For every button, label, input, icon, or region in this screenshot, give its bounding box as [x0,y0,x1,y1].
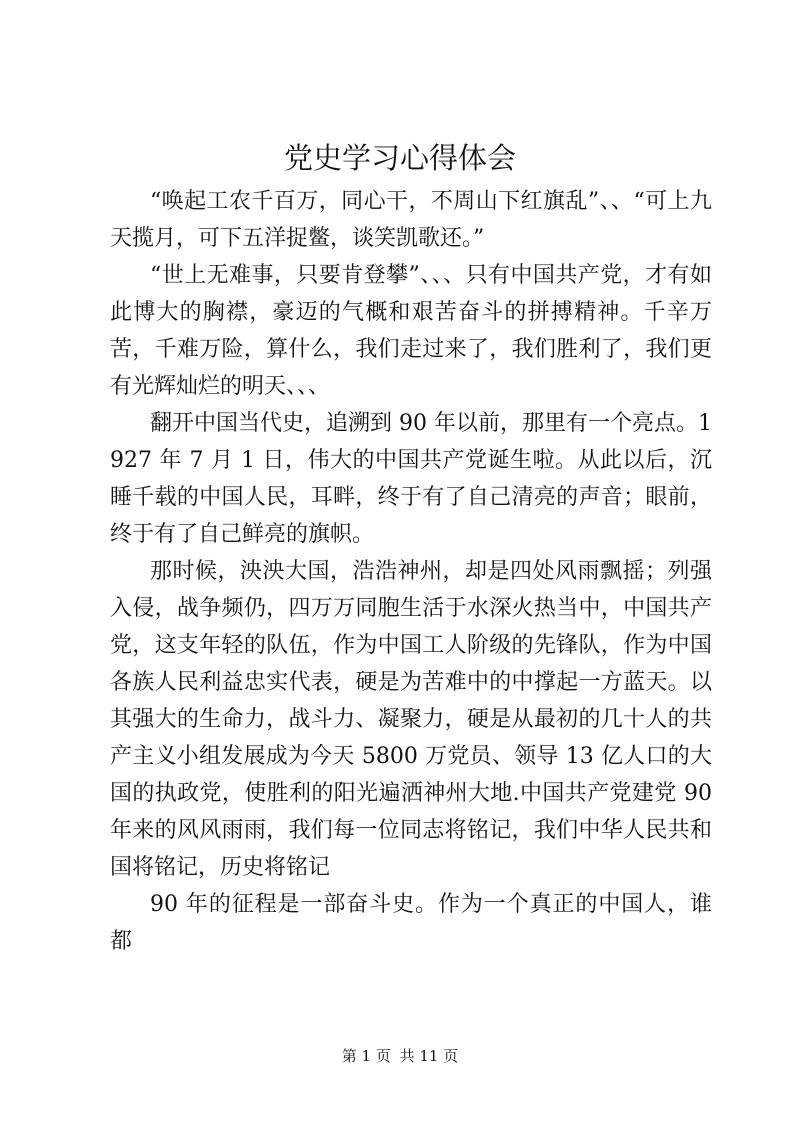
paragraph: 90 年的征程是一部奋斗史。作为一个真正的中国人，谁都 [110,892,712,954]
paragraph: 那时候，泱泱大国，浩浩神州，却是四处风雨飘摇；列强入侵，战争频仍，四万万同胞生活于水深火热当中，中国共产党，这支年轻的队伍，作为中国工人阶级的先锋队，作为中国各族人民利益忠实代表，硬是为苦难中的中撑起一方蓝天。以其强大的生命力，战斗力、凝聚力，硬是从最初的几十人的共产主义小组发展成为今天 5800 万党员、领导 13 亿人口的大国的执政党，使胜利的阳光遍洒神州大地.中国共产党建党 90 年来的风风雨雨，我们每一位同志将铭记，我们中华人民共和国将铭记，历史将铭记 [110,559,712,880]
paragraph: “唤起工农千百万，同心干，不周山下红旗乱”、、“可上九天揽月，可下五洋捉鳖，谈笑凯歌还。” [110,189,712,251]
document-body [110,183,712,960]
paragraph: 翻开中国当代史，追溯到 90 年以前，那里有一个亮点。1927 年 7 月 1 日，伟大的中国共产党诞生啦。从此以后，沉睡千载的中国人民，耳畔，终于有了自己清亮的声音；眼前，终于有了自己鲜亮的旗帜。 [110,411,712,547]
page-number: 第 1 页 [341,1047,391,1065]
page-footer [0,1046,800,1066]
page-title: 党史学习心得体会 [283,141,516,175]
paragraph: “世上无难事，只要肯登攀”、、、只有中国共产党，才有如此博大的胸襟，豪迈的气概和艰苦奋斗的拼搏精神。千辛万苦，千难万险，算什么，我们走过来了，我们胜利了，我们更有光辉灿烂的明天、、、 [110,263,712,399]
page-total: 共 11 页 [399,1047,459,1065]
